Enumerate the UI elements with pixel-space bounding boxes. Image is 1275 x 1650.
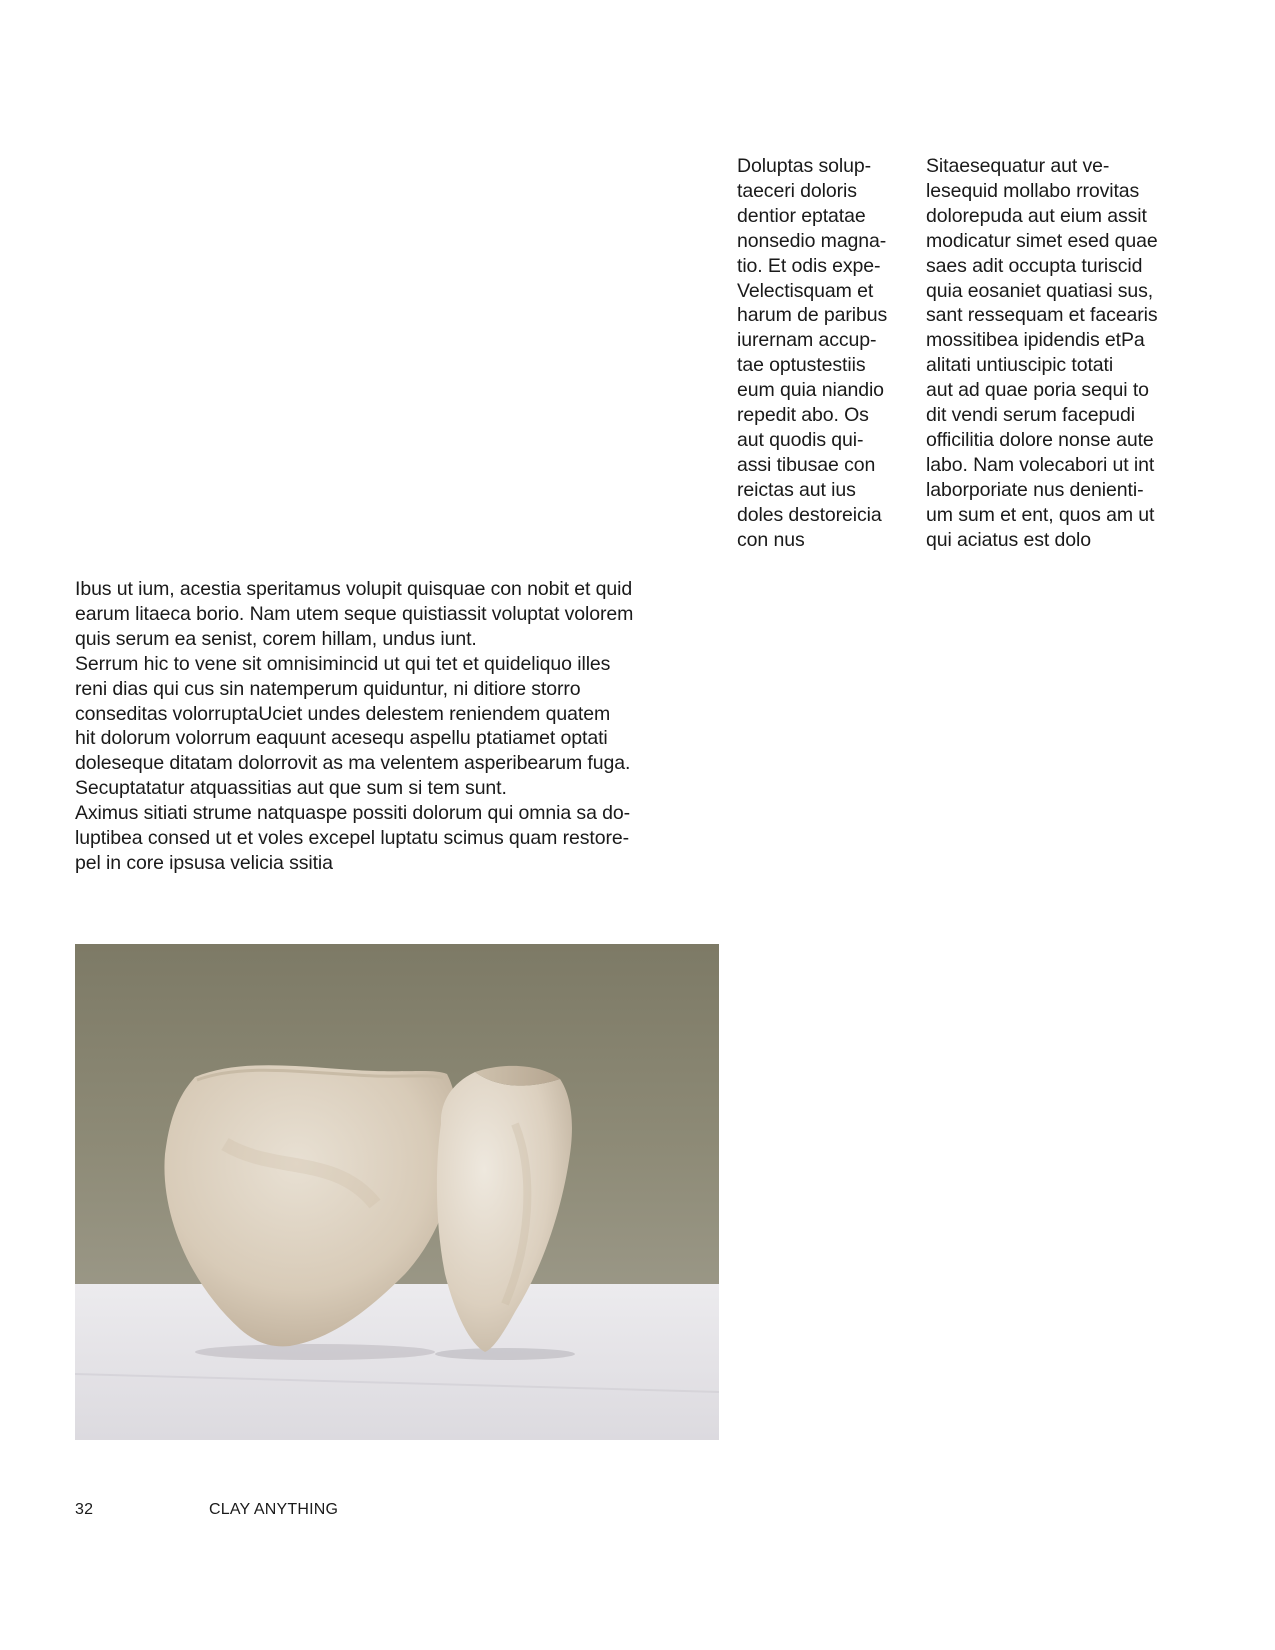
text-column-left [737, 154, 917, 553]
text-line: aut ad quae poria sequi to [926, 379, 1149, 402]
text-line: con nus [737, 528, 805, 551]
text-line: assi tibusae con [737, 453, 876, 476]
text-line: lesequid mollabo rrovitas [926, 179, 1140, 202]
text-line: reictas aut ius [737, 478, 856, 501]
text-line: hit dolorum volorrum eaquunt acesequ aspellu ptatiamet optati [75, 727, 608, 750]
ceramic-vessels-photo [75, 944, 719, 1440]
text-line: um sum et ent, quos am ut [926, 503, 1155, 526]
text-line: iurernam accup- [737, 329, 877, 352]
text-line: repedit abo. Os [737, 404, 869, 427]
text-line: Aximus sitiati strume natquaspe possiti dolorum qui omnia sa do- [75, 802, 631, 825]
text-line: mossitibea ipidendis etPa [926, 329, 1145, 352]
text-line: Sitaesequatur aut ve- [926, 155, 1110, 177]
text-line: alitati untiuscipic totati [926, 354, 1114, 377]
text-line: eum quia niandio [737, 379, 884, 402]
running-title: CLAY ANYTHING [209, 1501, 339, 1518]
text-line: quis serum ea senist, corem hillam, undus iunt. [75, 627, 477, 650]
text-line: quia eosaniet quatiasi sus, [926, 279, 1154, 302]
text-line: conseditas volorruptaUciet undes delestem reniendem quatem [75, 702, 611, 725]
text-line: sant ressequam et facearis [926, 304, 1158, 327]
text-line: taeceri doloris [737, 179, 857, 202]
text-line: tio. Et odis expe- [737, 254, 881, 277]
text-line: officilitia dolore nonse aute [926, 428, 1154, 451]
text-column-right [926, 154, 1216, 553]
text-line: Velectisquam et [737, 279, 874, 302]
text-line: harum de paribus [737, 304, 888, 327]
text-line: qui aciatus est dolo [926, 528, 1091, 551]
text-line: laborporiate nus denienti- [926, 478, 1144, 501]
text-line: earum litaeca borio. Nam utem seque quistiassit voluptat volorem [75, 602, 634, 625]
text-line: Secuptatatur atquassitias aut que sum si tem sunt. [75, 777, 507, 800]
text-line: tae optustestiis [737, 354, 866, 377]
text-line: doles destoreicia [737, 503, 882, 526]
text-line: labo. Nam volecabori ut int [926, 453, 1155, 476]
text-line: modicatur simet esed quae [926, 229, 1158, 252]
text-line: doleseque ditatam dolorrovit as ma velentem asperibearum fuga. [75, 752, 631, 775]
text-line: pel in core ipsusa velicia ssitia [75, 851, 333, 874]
text-line: Ibus ut ium, acestia speritamus volupit quisquae con nobit et quid [75, 578, 633, 600]
text-line: aut quodis qui- [737, 428, 864, 451]
text-line: Doluptas solup- [737, 155, 871, 177]
text-line: dit vendi serum facepudi [926, 404, 1135, 427]
text-line: Serrum hic to vene sit omnisimincid ut qui tet et quideliquo illes [75, 652, 611, 675]
page-number: 32 [75, 1501, 94, 1518]
text-line: saes adit occupta turiscid [926, 254, 1143, 277]
text-line: nonsedio magna- [737, 229, 887, 252]
text-line: dentior eptatae [737, 204, 866, 227]
text-line: dolorepuda aut eium assit [926, 204, 1147, 227]
body-text [75, 577, 715, 876]
text-line: luptibea consed ut et voles excepel luptatu scimus quam restore- [75, 827, 629, 850]
text-line: reni dias qui cus sin natemperum quiduntur, ni ditiore storro [75, 677, 581, 700]
